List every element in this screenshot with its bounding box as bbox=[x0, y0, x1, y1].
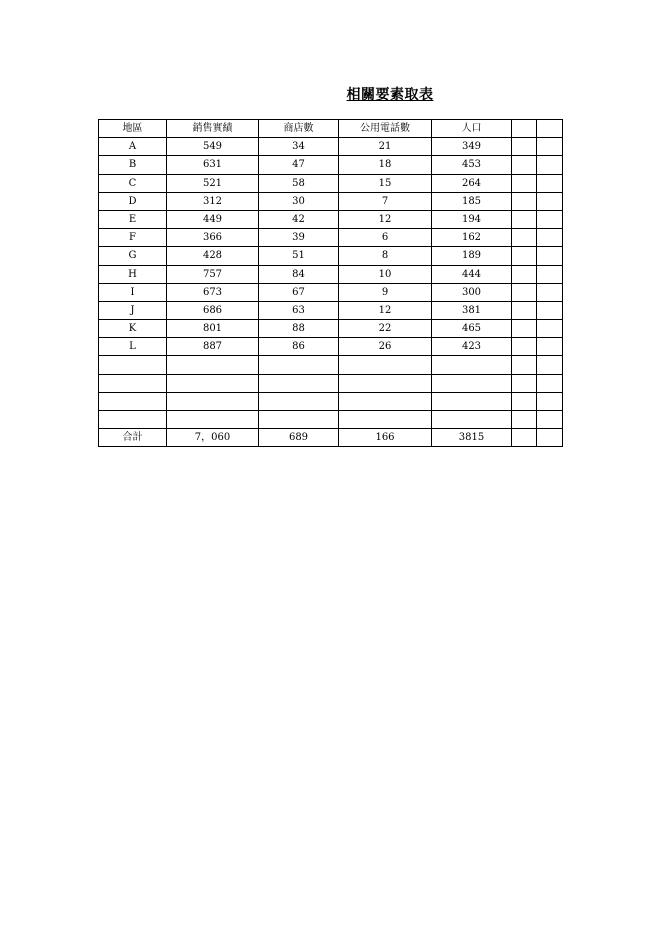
total-label: 合計 bbox=[99, 429, 167, 447]
cell-region: I bbox=[99, 283, 167, 301]
cell-region bbox=[99, 374, 167, 392]
cell-stores bbox=[259, 374, 339, 392]
cell-sales bbox=[167, 356, 259, 374]
cell-blank-1 bbox=[512, 210, 537, 228]
cell-blank-2 bbox=[537, 174, 563, 192]
table-row bbox=[99, 229, 563, 247]
cell-population bbox=[432, 356, 512, 374]
cell-sales: 673 bbox=[167, 283, 259, 301]
cell-region: B bbox=[99, 156, 167, 174]
cell-blank-2 bbox=[537, 392, 563, 410]
cell-sales bbox=[167, 374, 259, 392]
cell-population: 300 bbox=[432, 283, 512, 301]
cell-population: 465 bbox=[432, 320, 512, 338]
cell-population: 349 bbox=[432, 138, 512, 156]
cell-payphones: 26 bbox=[339, 338, 432, 356]
table-row bbox=[99, 356, 563, 374]
cell-blank-1 bbox=[512, 247, 537, 265]
cell-blank-1 bbox=[512, 374, 537, 392]
cell-sales: 521 bbox=[167, 174, 259, 192]
cell-payphones: 6 bbox=[339, 229, 432, 247]
cell-sales bbox=[167, 392, 259, 410]
cell-stores bbox=[259, 411, 339, 429]
cell-payphones: 15 bbox=[339, 174, 432, 192]
cell-population: 189 bbox=[432, 247, 512, 265]
cell-blank-2 bbox=[537, 320, 563, 338]
cell-population: 453 bbox=[432, 156, 512, 174]
cell-sales bbox=[167, 411, 259, 429]
cell-stores: 84 bbox=[259, 265, 339, 283]
table-row bbox=[99, 320, 563, 338]
header-population: 人口 bbox=[432, 120, 512, 138]
cell-stores: 47 bbox=[259, 156, 339, 174]
cell-region: C bbox=[99, 174, 167, 192]
cell-blank-1 bbox=[512, 392, 537, 410]
cell-blank-1 bbox=[512, 301, 537, 319]
cell-population bbox=[432, 411, 512, 429]
cell-sales: 449 bbox=[167, 210, 259, 228]
table-row bbox=[99, 247, 563, 265]
cell-population: 264 bbox=[432, 174, 512, 192]
cell-payphones bbox=[339, 374, 432, 392]
cell-stores: 42 bbox=[259, 210, 339, 228]
cell-payphones: 18 bbox=[339, 156, 432, 174]
cell-sales: 312 bbox=[167, 192, 259, 210]
cell-stores: 34 bbox=[259, 138, 339, 156]
cell-payphones: 12 bbox=[339, 210, 432, 228]
page-title: 相關要素取表 bbox=[346, 87, 434, 103]
cell-blank-1 bbox=[512, 156, 537, 174]
cell-blank-2 bbox=[537, 229, 563, 247]
cell-population bbox=[432, 374, 512, 392]
cell-payphones: 7 bbox=[339, 192, 432, 210]
table-row bbox=[99, 156, 563, 174]
data-table bbox=[98, 119, 563, 447]
cell-region: A bbox=[99, 138, 167, 156]
table-row bbox=[99, 265, 563, 283]
cell-stores: 67 bbox=[259, 283, 339, 301]
cell-payphones: 9 bbox=[339, 283, 432, 301]
cell-payphones: 12 bbox=[339, 301, 432, 319]
cell-blank-2 bbox=[537, 374, 563, 392]
table-row bbox=[99, 283, 563, 301]
cell-region: H bbox=[99, 265, 167, 283]
cell-payphones: 21 bbox=[339, 138, 432, 156]
cell-sales: 549 bbox=[167, 138, 259, 156]
cell-sales: 686 bbox=[167, 301, 259, 319]
cell-blank-1 bbox=[512, 229, 537, 247]
cell-blank-2 bbox=[537, 338, 563, 356]
cell-blank-2 bbox=[537, 283, 563, 301]
cell-blank-2 bbox=[537, 192, 563, 210]
cell-blank-1 bbox=[512, 338, 537, 356]
cell-stores: 30 bbox=[259, 192, 339, 210]
cell-blank-1 bbox=[512, 265, 537, 283]
total-blank-2 bbox=[537, 429, 563, 447]
cell-stores: 88 bbox=[259, 320, 339, 338]
cell-region: E bbox=[99, 210, 167, 228]
cell-blank-1 bbox=[512, 283, 537, 301]
cell-sales: 801 bbox=[167, 320, 259, 338]
cell-region: F bbox=[99, 229, 167, 247]
table-row bbox=[99, 411, 563, 429]
cell-payphones: 22 bbox=[339, 320, 432, 338]
header-region: 地區 bbox=[99, 120, 167, 138]
cell-population: 194 bbox=[432, 210, 512, 228]
cell-payphones bbox=[339, 392, 432, 410]
total-population: 3815 bbox=[432, 429, 512, 447]
header-blank-2 bbox=[537, 120, 563, 138]
table-row bbox=[99, 174, 563, 192]
cell-stores bbox=[259, 392, 339, 410]
cell-stores: 39 bbox=[259, 229, 339, 247]
cell-blank-2 bbox=[537, 301, 563, 319]
cell-population: 381 bbox=[432, 301, 512, 319]
cell-blank-2 bbox=[537, 411, 563, 429]
cell-region: L bbox=[99, 338, 167, 356]
cell-stores: 51 bbox=[259, 247, 339, 265]
cell-payphones: 8 bbox=[339, 247, 432, 265]
cell-sales: 366 bbox=[167, 229, 259, 247]
header-sales: 銷售實績 bbox=[167, 120, 259, 138]
table-header-row bbox=[99, 120, 563, 138]
header-blank-1 bbox=[512, 120, 537, 138]
cell-region: D bbox=[99, 192, 167, 210]
cell-sales: 631 bbox=[167, 156, 259, 174]
cell-blank-2 bbox=[537, 210, 563, 228]
cell-blank-2 bbox=[537, 265, 563, 283]
cell-blank-2 bbox=[537, 247, 563, 265]
cell-sales: 887 bbox=[167, 338, 259, 356]
cell-region: J bbox=[99, 301, 167, 319]
cell-population: 162 bbox=[432, 229, 512, 247]
cell-blank-1 bbox=[512, 320, 537, 338]
total-sales: 7，060 bbox=[167, 429, 259, 447]
cell-blank-1 bbox=[512, 411, 537, 429]
cell-blank-1 bbox=[512, 174, 537, 192]
cell-sales: 428 bbox=[167, 247, 259, 265]
cell-blank-1 bbox=[512, 192, 537, 210]
cell-stores bbox=[259, 356, 339, 374]
header-payphones: 公用電話數 bbox=[339, 120, 432, 138]
cell-population: 185 bbox=[432, 192, 512, 210]
table-row bbox=[99, 138, 563, 156]
header-stores: 商店數 bbox=[259, 120, 339, 138]
cell-payphones bbox=[339, 411, 432, 429]
total-payphones: 166 bbox=[339, 429, 432, 447]
total-row bbox=[99, 429, 563, 447]
cell-stores: 63 bbox=[259, 301, 339, 319]
cell-region bbox=[99, 392, 167, 410]
cell-blank-2 bbox=[537, 156, 563, 174]
cell-blank-1 bbox=[512, 356, 537, 374]
total-stores: 689 bbox=[259, 429, 339, 447]
cell-region: G bbox=[99, 247, 167, 265]
cell-population: 423 bbox=[432, 338, 512, 356]
table-row bbox=[99, 338, 563, 356]
cell-blank-1 bbox=[512, 138, 537, 156]
cell-population: 444 bbox=[432, 265, 512, 283]
cell-blank-2 bbox=[537, 356, 563, 374]
cell-payphones: 10 bbox=[339, 265, 432, 283]
cell-region: K bbox=[99, 320, 167, 338]
table-row bbox=[99, 374, 563, 392]
cell-payphones bbox=[339, 356, 432, 374]
table-row bbox=[99, 301, 563, 319]
total-blank-1 bbox=[512, 429, 537, 447]
cell-region bbox=[99, 411, 167, 429]
table-row bbox=[99, 210, 563, 228]
table-row bbox=[99, 192, 563, 210]
table-row bbox=[99, 392, 563, 410]
cell-sales: 757 bbox=[167, 265, 259, 283]
cell-population bbox=[432, 392, 512, 410]
cell-stores: 58 bbox=[259, 174, 339, 192]
cell-blank-2 bbox=[537, 138, 563, 156]
cell-region bbox=[99, 356, 167, 374]
cell-stores: 86 bbox=[259, 338, 339, 356]
